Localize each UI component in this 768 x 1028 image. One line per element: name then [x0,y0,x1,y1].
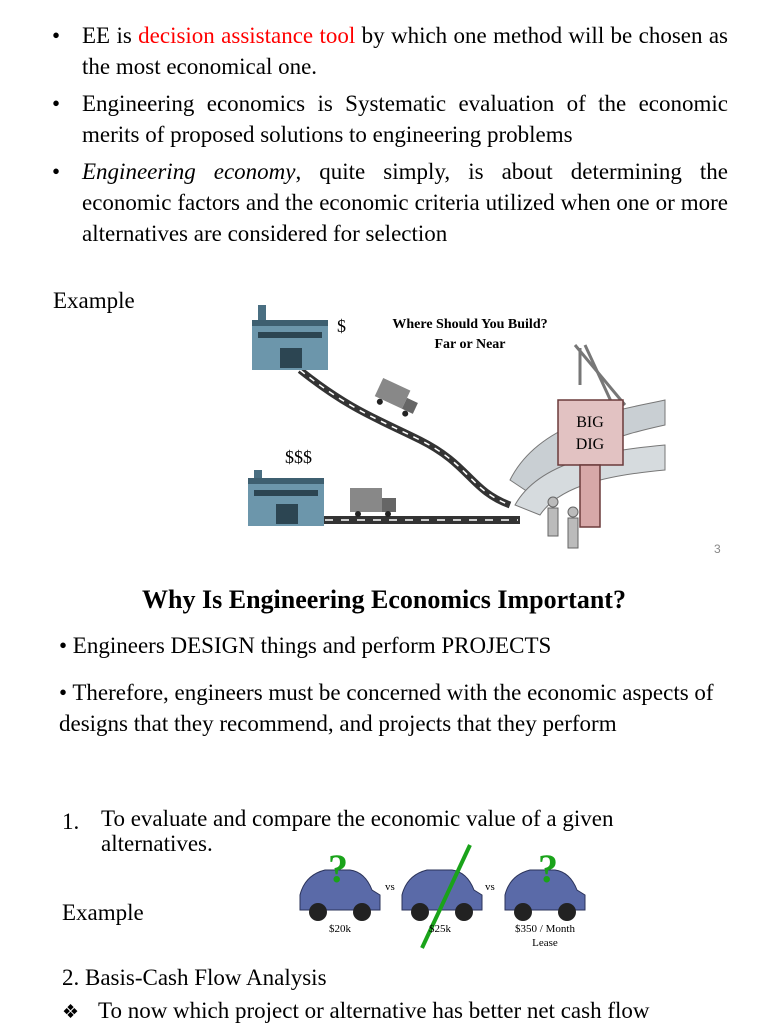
bullet-economic-aspects: • Therefore, engineers must be concerned with the economic aspects of designs that they recommend, and projects that they perform [59,680,714,736]
price-car-3-line-2: Lease [532,937,558,949]
build-far-or-near-illustration [240,300,670,560]
highlight-text: decision assistance tool [138,23,356,48]
price-far-label: $ [337,316,346,336]
item-3-text: To now which project or alternative has better net cash flow [98,998,650,1023]
bullet-text: EE is [82,23,139,48]
diamond-bullet-icon: ❖ [62,1002,80,1023]
question-mark-1: ? [328,846,348,891]
bullet-engineers-design: • Engineers DESIGN things and perform PROJECTS [59,633,552,658]
item-1-number: 1. [62,809,80,834]
car-3-icon [505,846,585,921]
big-dig-sign [558,400,623,527]
figure-question-line-2: Far or Near [434,337,506,352]
truck-on-flat-icon [350,488,396,517]
example-label-2: Example [62,900,144,925]
page-number: 3 [714,542,721,556]
item-1-text: To evaluate and compare the economic value of a given alternatives. [101,806,614,856]
slide-2 [0,565,768,1024]
car-1-icon [300,846,380,921]
price-car-3-line-1: $350 / Month [515,923,575,935]
italic-term: Engineering economy [82,159,296,184]
slide-title: Why Is Engineering Economics Important? [142,585,626,614]
question-mark-2: ? [538,846,558,891]
figure-question-line-1: Where Should You Build? [392,317,548,332]
people-icon [548,497,578,548]
car-comparison-illustration [290,840,590,955]
bullet-decision-tool [52,20,728,82]
factory-near-icon [248,470,324,526]
bullet-text: by which one method will be chosen as the most economical one. [82,23,728,79]
price-car-2: $25k [429,923,451,935]
vs-label-1: vs [385,881,395,893]
bullet-text: Engineering economics is Systematic evaluation of the economic merits of proposed solutions to engineering problems [82,91,728,147]
bullet-engineering-economy [52,156,728,249]
price-car-1: $20k [329,923,351,935]
truck-on-hill-icon [372,378,421,419]
vs-label-2: vs [485,881,495,893]
bullet-text: , quite simply, is about determining the economic factors and the economic criteria utilized when one or more alternatives are considered for selection [82,159,729,246]
definition-bullets [52,20,728,255]
sign-line-1: BIG [576,414,604,431]
factory-far-icon [252,305,328,370]
item-2-cash-flow: 2. Basis-Cash Flow Analysis [62,965,327,990]
price-near-label: $$$ [285,447,312,467]
example-label: Example [53,288,135,313]
bullet-systematic-evaluation [52,88,728,150]
sign-line-2: DIG [575,436,605,453]
